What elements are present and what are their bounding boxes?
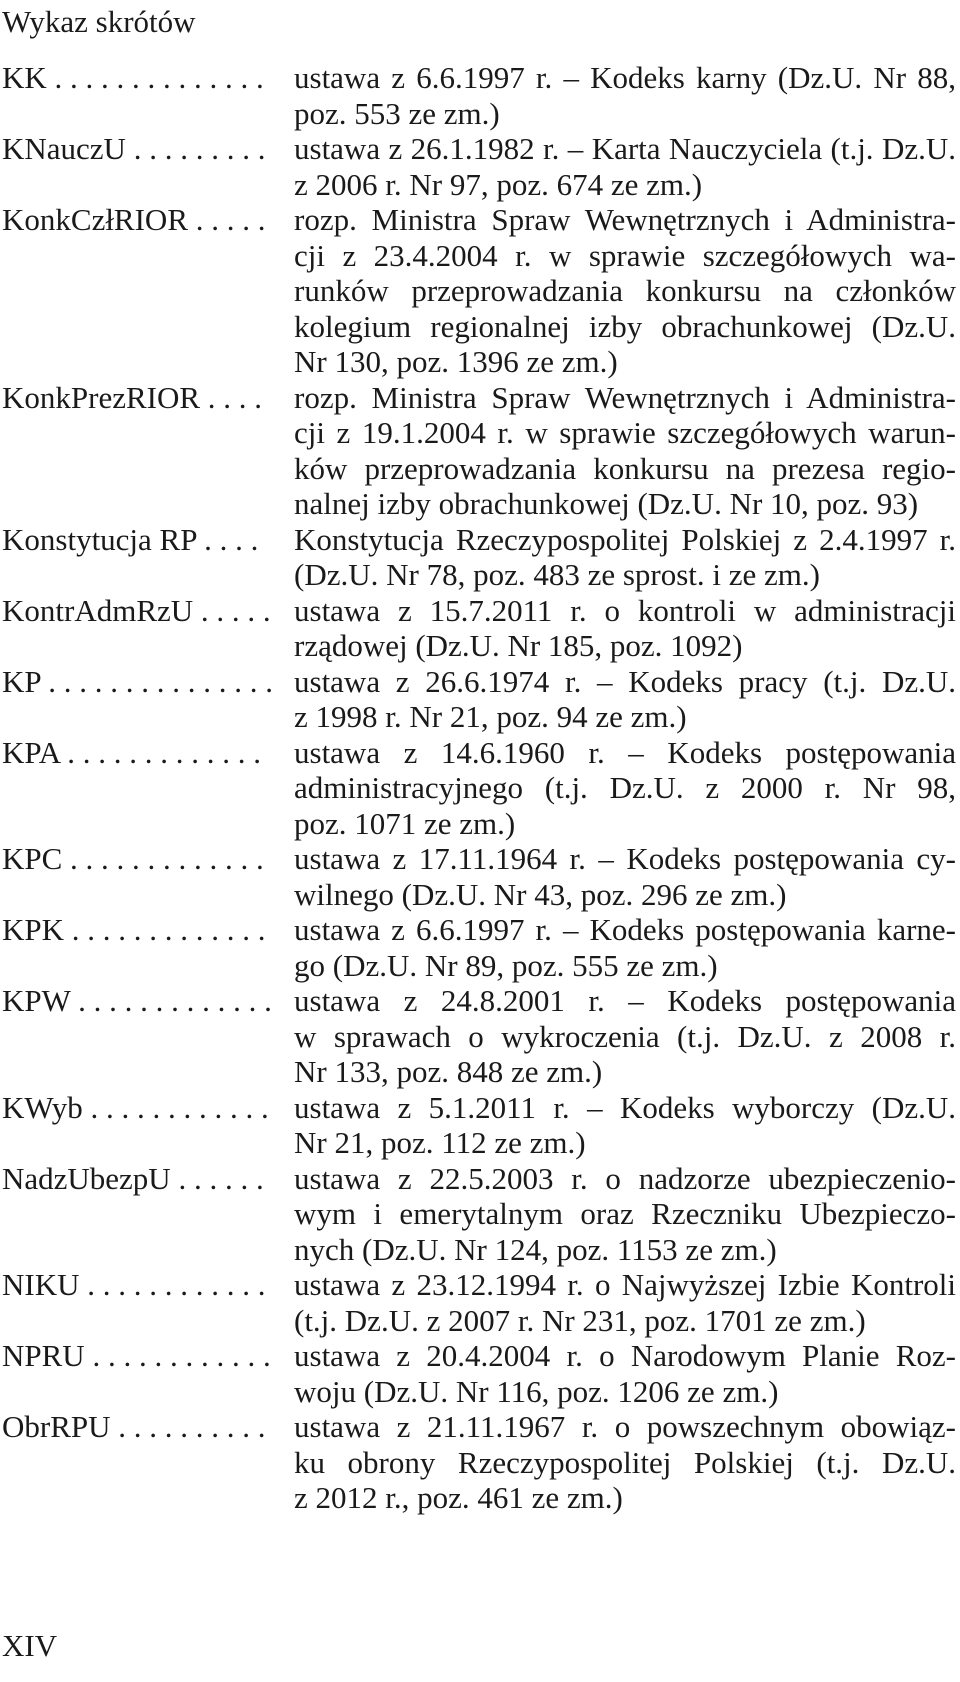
page-number: XIV — [2, 1628, 58, 1663]
abbreviation-definition — [294, 735, 956, 842]
abbreviation-term: KonkCzłRIOR . . . . . — [2, 202, 266, 237]
abbreviation-term: KP . . . . . . . . . . . . . . . — [2, 663, 273, 699]
definition-line: wym i emerytalnym oraz Rzeczniku Ubezpieczo- — [294, 1196, 956, 1231]
definition-line: rozp. Ministra Spraw Wewnętrznych i Administra- — [294, 202, 956, 237]
abbreviation-entry — [2, 1338, 956, 1409]
definition-line: wilnego (Dz.U. Nr 43, poz. 296 ze zm.) — [294, 876, 787, 912]
abbreviation-term: KWyb . . . . . . . . . . . . — [2, 1089, 269, 1125]
definition-line: administracyjnego (t.j. Dz.U. z 2000 r. Nr 98, — [294, 770, 956, 805]
abbreviation-definition — [294, 202, 956, 380]
abbreviation-term: KPA . . . . . . . . . . . . . — [2, 734, 261, 770]
definition-line: ustawa z 5.1.2011 r. – Kodeks wyborczy (Dz.U. — [294, 1089, 956, 1125]
definition-line: ustawa z 17.11.1964 r. – Kodeks postępowania cy- — [294, 841, 956, 876]
definition-line: ustawa z 22.5.2003 r. o nadzorze ubezpieczenio- — [294, 1160, 956, 1196]
definition-line: ustawa z 6.6.1997 r. – Kodeks postępowania karne- — [294, 912, 956, 947]
abbreviation-entry — [2, 1267, 956, 1338]
abbreviation-term: KonkPrezRIOR . . . . — [2, 379, 263, 415]
definition-line: ku obrony Rzeczypospolitej Polskiej (t.j. Dz.U. — [294, 1444, 956, 1480]
abbreviation-entry — [2, 1090, 956, 1161]
abbreviation-entry — [2, 202, 956, 380]
definition-line: go (Dz.U. Nr 89, poz. 555 ze zm.) — [294, 947, 718, 983]
definition-line: w sprawach o wykroczenia (t.j. Dz.U. z 2008 r. — [294, 1018, 956, 1054]
abbreviation-entry — [2, 593, 956, 664]
abbreviation-term: ObrRPU . . . . . . . . . . — [2, 1409, 266, 1444]
definition-line: Nr 133, poz. 848 ze zm.) — [294, 1054, 603, 1089]
definition-line: ustawa z 20.4.2004 r. o Narodowym Planie Roz- — [294, 1338, 956, 1373]
definition-line: poz. 1071 ze zm.) — [294, 805, 516, 841]
abbreviation-entry — [2, 735, 956, 842]
definition-line: nych (Dz.U. Nr 124, poz. 1153 ze zm.) — [294, 1231, 777, 1267]
definition-line: nalnej izby obrachunkowej (Dz.U. Nr 10, poz. 93) — [294, 486, 919, 521]
definition-line: kolegium regionalnej izby obrachunkowej (Dz.U. — [294, 308, 956, 344]
definition-line: ustawa z 21.11.1967 r. o powszechnym obowiąz- — [294, 1409, 956, 1444]
definition-line: Konstytucja Rzeczypospolitej Polskiej z 2.4.1997 r. — [294, 521, 956, 557]
abbreviation-term: KK . . . . . . . . . . . . . . — [2, 60, 264, 95]
abbreviation-term: NPRU . . . . . . . . . . . . — [2, 1338, 271, 1373]
abbreviation-term: NIKU . . . . . . . . . . . . — [2, 1267, 266, 1302]
abbreviation-entry — [2, 1161, 956, 1268]
abbreviation-definition — [294, 1161, 956, 1268]
definition-line: ustawa z 24.8.2001 r. – Kodeks postępowania — [294, 983, 956, 1018]
abbreviation-entry — [2, 841, 956, 912]
abbreviation-term: KPC . . . . . . . . . . . . . — [2, 841, 264, 876]
abbreviation-entry — [2, 912, 956, 983]
abbreviation-definition — [294, 1409, 956, 1516]
abbreviation-definition — [294, 1090, 956, 1161]
definition-line: z 2012 r., poz. 461 ze zm.) — [294, 1480, 623, 1515]
abbreviation-definition — [294, 1267, 956, 1338]
abbreviation-definition — [294, 380, 956, 522]
definition-line: rozp. Ministra Spraw Wewnętrznych i Administra- — [294, 379, 956, 415]
definition-line: woju (Dz.U. Nr 116, poz. 1206 ze zm.) — [294, 1373, 779, 1409]
definition-line: z 1998 r. Nr 21, poz. 94 ze zm.) — [294, 699, 687, 734]
abbreviation-definition — [294, 841, 956, 912]
definition-line: runków przeprowadzania konkursu na członków — [294, 273, 956, 308]
definition-line: ustawa z 6.6.1997 r. – Kodeks karny (Dz.U. Nr 88, — [294, 60, 956, 95]
definition-line: ustawa z 26.6.1974 r. – Kodeks pracy (t.j. Dz.U. — [294, 663, 956, 699]
abbreviation-entry — [2, 131, 956, 202]
abbreviation-term: KPK . . . . . . . . . . . . . — [2, 912, 266, 947]
definition-line: (t.j. Dz.U. z 2007 r. Nr 231, poz. 1701 ze zm.) — [294, 1302, 866, 1338]
abbreviation-term: KontrAdmRzU . . . . . — [2, 592, 271, 628]
abbreviation-list — [2, 60, 956, 1516]
definition-line: cji z 23.4.2004 r. w sprawie szczegółowych wa- — [294, 237, 956, 273]
abbreviation-definition — [294, 60, 956, 131]
definition-line: Nr 21, poz. 112 ze zm.) — [294, 1125, 586, 1160]
definition-line: rządowej (Dz.U. Nr 185, poz. 1092) — [294, 628, 743, 663]
definition-line: poz. 553 ze zm.) — [294, 95, 500, 131]
abbreviation-entry — [2, 380, 956, 522]
definition-line: z 2006 r. Nr 97, poz. 674 ze zm.) — [294, 166, 703, 202]
definition-line: ustawa z 23.12.1994 r. o Najwyższej Izbie Kontroli — [294, 1267, 956, 1302]
definition-line: ustawa z 14.6.1960 r. – Kodeks postępowania — [294, 734, 956, 770]
abbreviation-term: Konstytucja RP . . . . — [2, 521, 259, 557]
abbreviation-definition — [294, 664, 956, 735]
abbreviation-term: NadzUbezpU . . . . . . — [2, 1160, 264, 1196]
abbreviation-term: KNauczU . . . . . . . . . — [2, 131, 266, 166]
abbreviation-entry — [2, 1409, 956, 1516]
definition-line: ustawa z 26.1.1982 r. – Karta Nauczyciela (t.j. Dz.U. — [294, 131, 956, 166]
definition-line: (Dz.U. Nr 78, poz. 483 ze sprost. i ze zm.) — [294, 557, 820, 592]
definition-line: cji z 19.1.2004 r. w sprawie szczegółowych warun- — [294, 415, 956, 450]
abbreviation-definition — [294, 593, 956, 664]
abbreviation-term: KPW . . . . . . . . . . . . . — [2, 983, 272, 1018]
abbreviation-definition — [294, 1338, 956, 1409]
abbreviation-entry — [2, 60, 956, 131]
definition-line: ków przeprowadzania konkursu na prezesa regio- — [294, 450, 956, 486]
definition-line: ustawa z 15.7.2011 r. o kontroli w administracji — [294, 592, 956, 628]
abbreviation-definition — [294, 983, 956, 1090]
abbreviation-entry — [2, 664, 956, 735]
abbreviation-definition — [294, 912, 956, 983]
section-title: Wykaz skrótów — [2, 4, 196, 39]
definition-line: Nr 130, poz. 1396 ze zm.) — [294, 344, 618, 379]
abbreviation-entry — [2, 983, 956, 1090]
abbreviation-definition — [294, 522, 956, 593]
abbreviation-entry — [2, 522, 956, 593]
abbreviation-definition — [294, 131, 956, 202]
